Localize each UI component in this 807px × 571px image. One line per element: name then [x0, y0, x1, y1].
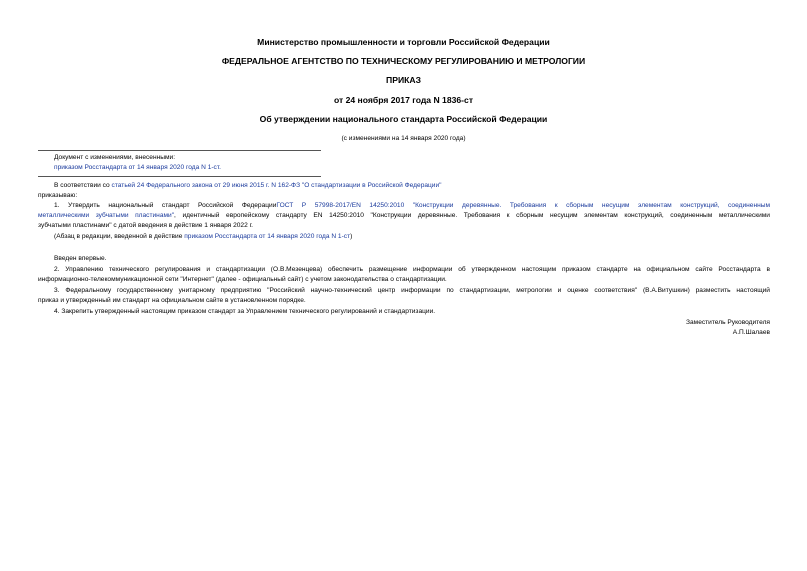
changes-box-top-rule: [38, 150, 321, 151]
federal-law-link[interactable]: статьей 24 Федерального закона от 29 июня 2015 г. N 162-ФЗ "О стандартизации в Российской Федерации": [111, 182, 442, 189]
gost-link[interactable]: ГОСТ Р 57998-2017/EN 14250:2010 "Конструкции деревянные. Требования к сборным несущим элементам конструкций, соединенным: [276, 202, 770, 209]
item-2-line-1: 2. Управлению технического регулирования и стандартизации (О.В.Мезенцева) обеспечить размещение информации об утвержденном настоящим приказом стандарте на официальном сайте Росстандарта в: [54, 266, 770, 273]
edit-note-link[interactable]: приказом Росстандарта от 14 января 2020 года N 1-ст: [184, 233, 351, 240]
doc-type-heading: ПРИКАЗ: [386, 75, 421, 85]
edit-note-prefix: (Абзац в редакции, введенной в действие: [54, 233, 185, 240]
item-1-prefix: 1. Утвердить национальный стандарт Российской Федерации: [54, 202, 277, 209]
changes-box-caption: Документ с изменениями, внесенными:: [54, 154, 176, 161]
amending-order-link[interactable]: приказом Росстандарта от 14 января 2020 года N 1-ст.: [54, 164, 221, 171]
edit-note: [54, 232, 352, 242]
ministry-heading: Министерство промышленности и торговли Российской Федерации: [257, 37, 550, 47]
item-2-line-2: информационно-телекоммуникационной сети "Интернет" (далее - официальный сайт) с учетом законодательства о стандартизации.: [38, 276, 447, 283]
gost-link-continued[interactable]: металлическими зубчатыми пластинами": [38, 212, 175, 219]
amendment-note: (с изменениями на 14 января 2020 года): [341, 135, 466, 142]
document-title: Об утверждении национального стандарта Российской Федерации: [259, 114, 548, 124]
signature-name: А.П.Шалаев: [732, 329, 770, 336]
agency-heading: ФЕДЕРАЛЬНОЕ АГЕНТСТВО ПО ТЕХНИЧЕСКОМУ РЕГУЛИРОВАНИЮ И МЕТРОЛОГИИ: [221, 56, 586, 66]
date-number-heading: от 24 ноября 2017 года N 1836-ст: [333, 95, 474, 105]
item-1-line-3: зубчатыми пластинами" с датой введения в действие 1 января 2022 г.: [38, 222, 254, 229]
item-3-line-2: приказ и утвержденный им стандарт на официальном сайте в установленном порядке.: [38, 297, 306, 304]
signature-position: Заместитель Руководителя: [686, 319, 770, 326]
changes-box-bottom-rule: [38, 176, 321, 177]
introduced-first: Введен впервые.: [54, 255, 107, 262]
item-3-line-1: 3. Федеральному государственному унитарному предприятию "Российский научно-технический центр информации по стандартизации, метрологии и оценке соответствия" (В.А.Витушкин) разместить настоящий: [54, 287, 770, 294]
item-4: 4. Закрепить утвержденный настоящим приказом стандарт за Управлением технического регулирований и стандартизации.: [54, 308, 436, 315]
preamble: [54, 181, 442, 191]
edit-note-suffix: ): [350, 233, 353, 240]
item-1-line-2: [38, 211, 770, 221]
preamble-prefix: В соответствии со: [54, 182, 112, 189]
item-1-rest: , идентичный европейскому стандарту EN 14250:2010 "Конструкции деревянные. Требования к сборным несущим элементам конструкций, соединенным металлическими: [174, 212, 770, 219]
order-word: приказываю:: [38, 192, 78, 199]
item-1-line-1: [54, 201, 770, 211]
